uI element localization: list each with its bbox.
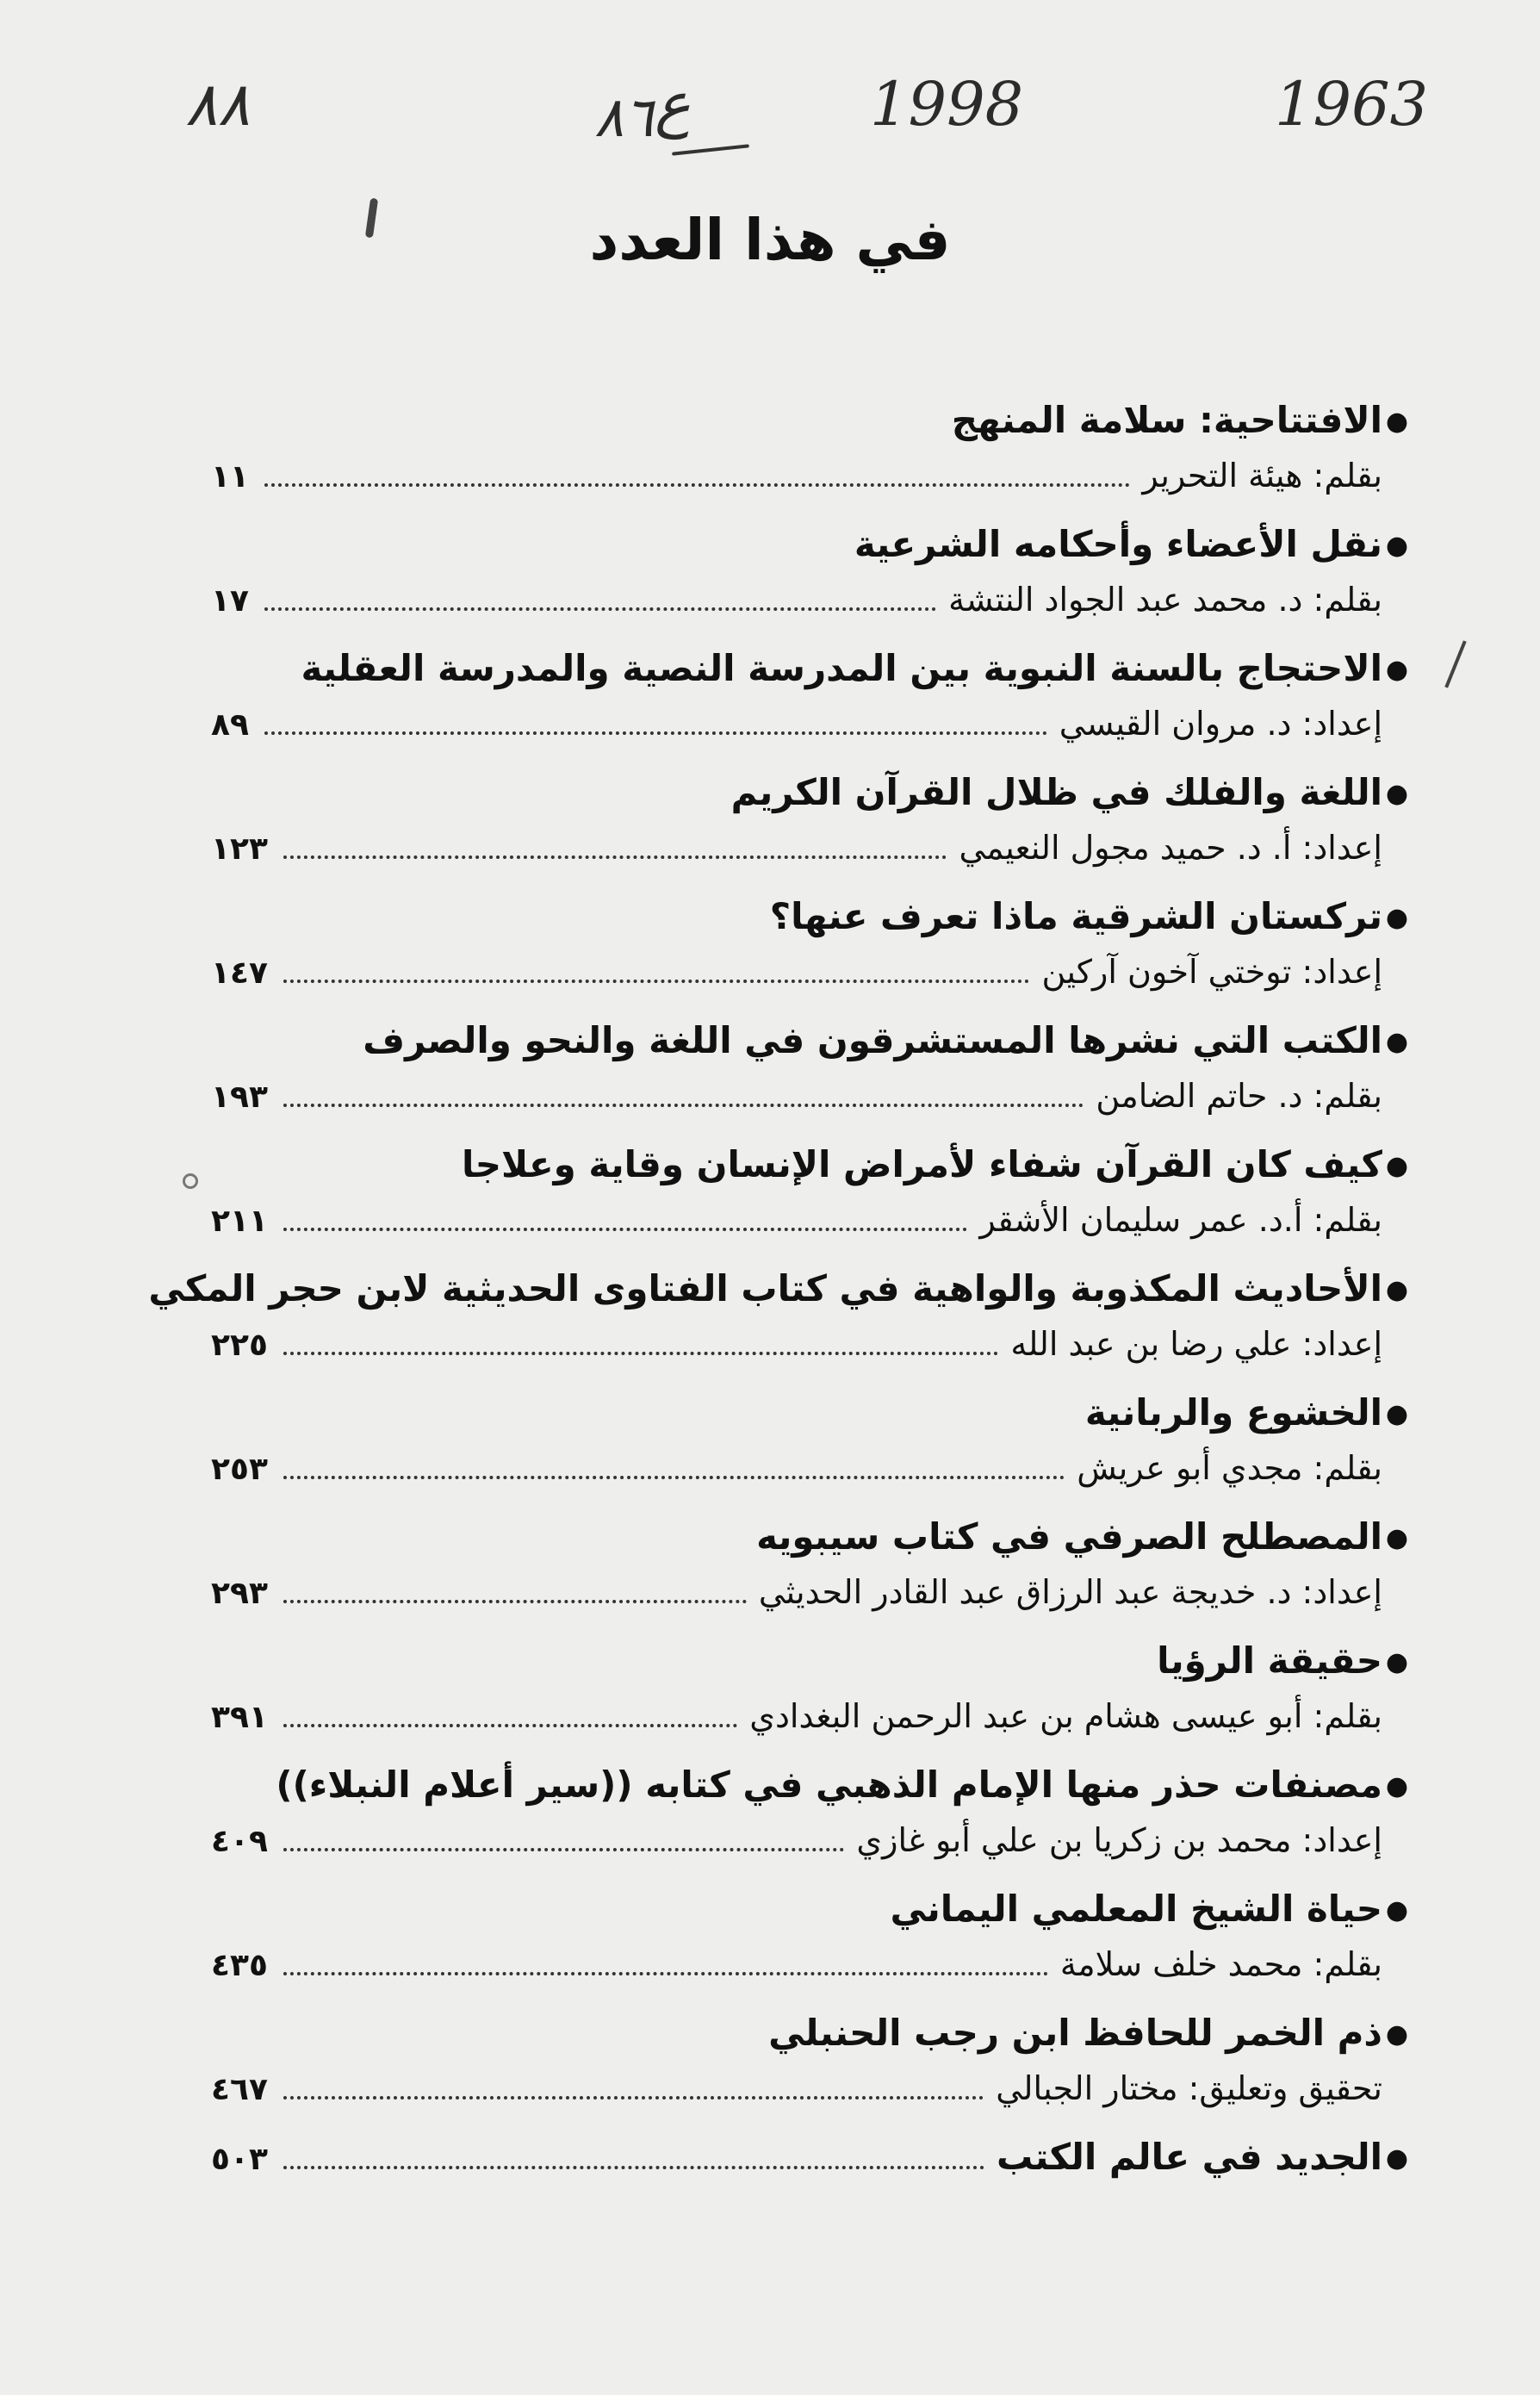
toc-entry-title: ● تركستان الشرقية ماذا تعرف عنها؟ [769,895,1408,937]
toc-entry-page: ١٩٣ [211,1079,268,1115]
toc-entry-page: ٤٣٥ [211,1948,268,1983]
bullet-icon: ● [1385,1399,1408,1429]
toc-entry-page: ٢٢٥ [211,1328,268,1363]
toc-entry-author: بقلم: محمد خلف سلامة [1059,1945,1382,1983]
toc-entry[interactable] [211,1012,1408,1136]
toc-entry-page: ٣٩١ [211,1700,268,1735]
toc-entry-author: بقلم: مجدي أبو عريش [1077,1449,1382,1487]
page-title: في هذا العدد [589,207,951,273]
toc-entry[interactable] [211,640,1408,764]
toc-entry-title: ● ذم الخمر للحافظ ابن رجب الحنبلي [768,2012,1408,2054]
toc-entry-title: ● الاحتجاج بالسنة النبوية بين المدرسة النصية والمدرسة العقلية [301,647,1408,689]
bullet-icon: ● [1385,2019,1408,2050]
toc-entry-page: ٥٠٣ [211,2142,268,2177]
toc-entry-title: ● الافتتاحية: سلامة المنهج [951,399,1408,441]
bullet-icon: ● [1385,1027,1408,1057]
toc-entry-byline [211,2062,1408,2115]
dot-leader [283,1724,737,1727]
toc-entry-byline [211,1689,1408,1743]
dot-leader [283,1352,998,1355]
handwritten-year: 1963 [1275,69,1429,140]
toc-entry-author: بقلم: د. محمد عبد الجواد النتشة [948,581,1382,619]
bullet-icon: ● [1385,903,1408,933]
toc-entry-page: ٨٩ [211,707,249,743]
toc-entry-byline [211,1317,1408,1371]
bullet-icon: ● [1385,1647,1408,1677]
toc-entry-title: ● حياة الشيخ المعلمي اليماني [890,1888,1408,1930]
dot-leader [283,2096,984,2100]
toc-entry[interactable] [211,2005,1408,2129]
toc-entry-title: ● الخشوع والربانية [1084,1391,1408,1434]
toc-entry-page: ٢٥٣ [211,1452,268,1487]
bullet-icon: ● [1385,2143,1408,2174]
dot-leader [283,1476,1065,1479]
dot-leader [283,1104,1084,1107]
toc-entry-byline [211,1813,1408,1867]
toc-entry-title: ● الكتب التي نشرها المستشرقون في اللغة والنحو والصرف [363,1019,1408,1061]
toc-entry[interactable] [211,516,1408,640]
toc-entry-title: ● الأحاديث المكذوبة والواهية في كتاب الفتاوى الحديثية لابن حجر المكي [148,1267,1408,1309]
bullet-icon: ● [1385,531,1408,561]
toc-entry-author: إعداد: د. مروان القيسي [1059,705,1382,743]
dot-leader [283,855,947,859]
toc-entry-title: ● نقل الأعضاء وأحكامه الشرعية [854,523,1408,565]
dot-leader [264,607,936,611]
dot-leader [264,731,1047,735]
dot-leader [283,2166,984,2169]
toc-entry-page: ٤٦٧ [211,2072,268,2107]
bullet-icon: ● [1385,1895,1408,1925]
toc-entry-byline [211,449,1408,502]
toc-entry-author: إعداد: علي رضا بن عبد الله [1010,1325,1382,1363]
toc-entry-byline [211,1441,1408,1495]
handwritten-stroke [672,144,749,155]
toc-entry-author: بقلم: هيئة التحرير [1142,457,1382,495]
handwritten-year-hijri: 1998 [870,69,1024,140]
toc-entry[interactable] [211,1881,1408,2005]
margin-pencil-mark [1444,640,1466,687]
handwritten-volume-number: ٨٨ [185,69,251,140]
toc-entry-title: ● مصنفات حذر منها الإمام الذهبي في كتابه ((سير أعلام النبلاء)) [276,1764,1408,1806]
toc-entry-author: بقلم: د. حاتم الضامن [1096,1077,1382,1115]
bullet-icon: ● [1385,655,1408,685]
toc-entry-byline [211,1938,1408,1991]
toc-entry[interactable] [211,888,1408,1012]
toc-entry-author: بقلم: أبو عيسى هشام بن عبد الرحمن البغدادي [749,1697,1382,1735]
toc-entry-byline [211,1565,1408,1619]
dot-leader [283,1972,1048,1975]
toc-entry-title-line [211,2129,1408,2186]
toc-entry-byline [211,1193,1408,1247]
toc-entry[interactable] [211,1136,1408,1260]
dot-leader [283,1600,747,1603]
toc-entry-page: ٢٩٣ [211,1576,268,1611]
toc-entry-author: إعداد: أ. د. حميد مجول النعيمي [959,829,1382,867]
toc-entry-byline [211,821,1408,874]
toc-entry[interactable] [211,392,1408,516]
table-of-contents [148,392,1408,2198]
toc-entry-title: ● اللغة والفلك في ظلال القرآن الكريم [730,771,1408,813]
toc-entry-byline [211,573,1408,626]
toc-entry-author: إعداد: محمد بن زكريا بن علي أبو غازي [856,1821,1382,1859]
toc-entry[interactable] [148,1260,1408,1384]
toc-entry-byline [211,945,1408,998]
bullet-icon: ● [1385,1771,1408,1801]
toc-entry-author: إعداد: د. خديجة عبد الرزاق عبد القادر الحديثي [758,1573,1382,1611]
bullet-icon: ● [1385,407,1408,437]
toc-entry-page: ١٧ [211,583,249,619]
toc-entry-author: إعداد: توختي آخون آركين [1041,953,1382,991]
dot-leader [283,1228,967,1231]
handwritten-issue-number: ٨٦ [594,86,654,150]
toc-entry-author: تحقيق وتعليق: مختار الجبالي [996,2069,1382,2107]
toc-entry[interactable] [211,2129,1408,2198]
toc-entry-author: بقلم: أ.د. عمر سليمان الأشقر [979,1201,1382,1239]
toc-entry-byline [211,1069,1408,1123]
dot-leader [283,980,1030,983]
toc-entry-byline [211,697,1408,750]
toc-entry[interactable] [211,764,1408,888]
toc-entry-title: الجديد في عالم الكتب [997,2136,1382,2178]
toc-entry[interactable] [211,1757,1408,1881]
toc-entry-page: ٢١١ [211,1204,268,1239]
paper-blemish [183,1173,198,1189]
toc-entry[interactable] [211,1633,1408,1757]
dot-leader [283,1848,844,1851]
toc-entry-page: ٤٠٩ [211,1824,268,1859]
toc-entry-page: ١٢٣ [211,831,268,867]
handwritten-issue-letter: ع [655,69,691,140]
toc-entry-page: ١١ [211,459,249,495]
toc-entry[interactable] [211,1509,1408,1633]
bullet-icon: ● [1385,1151,1408,1181]
bullet-icon: ● [1385,1275,1408,1305]
toc-entry-title: ● حقيقة الرؤيا [1157,1639,1408,1682]
bullet-icon: ● [1385,1523,1408,1553]
toc-entry-title: ● المصطلح الصرفي في كتاب سيبويه [756,1515,1408,1558]
bullet-icon: ● [1385,779,1408,809]
toc-entry-title: ● كيف كان القرآن شفاء لأمراض الإنسان وقاية وعلاجا [462,1143,1408,1185]
toc-entry-page: ١٤٧ [211,955,268,991]
dot-leader [264,483,1130,487]
toc-entry[interactable] [211,1384,1408,1509]
